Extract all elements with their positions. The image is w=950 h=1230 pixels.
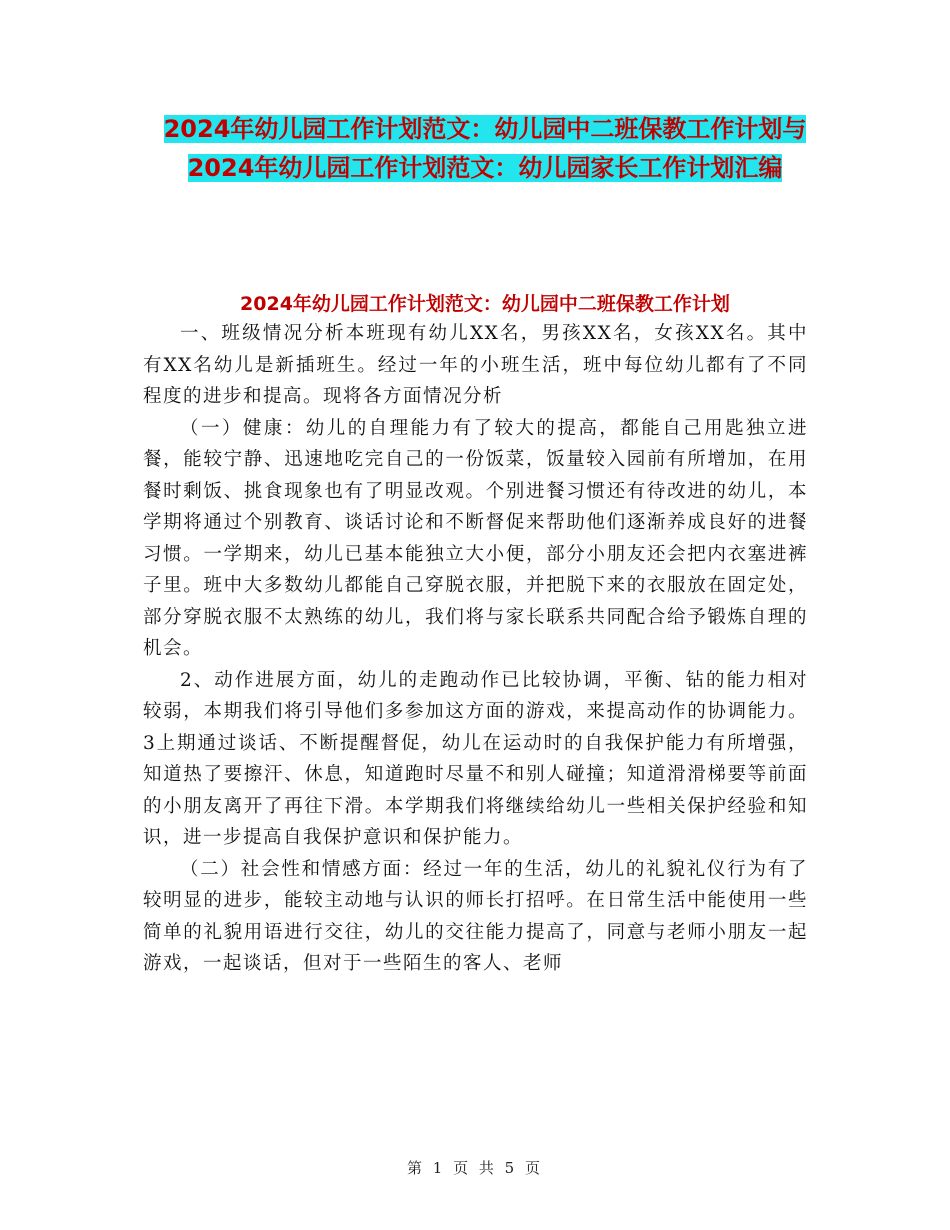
paragraph-class-analysis: 一、班级情况分析本班现有幼儿XX名，男孩XX名，女孩XX名。其中有XX名幼儿是新插班生。经过一年的小班生活，班中每位幼儿都有了不同程度的进步和提高。现将各方面情况分析 (143, 323, 808, 407)
paragraph-motor-development: 2、动作进展方面，幼儿的走跑动作已比较协调，平衡、钻的能力相对较弱，本期我们将引导他们多参加这方面的游戏，来提高动作的协调能力。3上期通过谈话、不断提醒督促，幼儿在运动时的自我保护能力有所增强，知道热了要擦汗、休息，知道跑时尽量不和别人碰撞；知道滑滑梯要等前面的小朋友离开了再往下滑。本学期我们将继续给幼儿一些相关保护经验和知识，进一步提高自我保护意识和保护能力。 (143, 669, 808, 848)
paragraph-health: （一）健康：幼儿的自理能力有了较大的提高，都能自己用匙独立进餐，能较宁静、迅速地吃完自己的一份饭菜，饭量较入园前有所增加，在用餐时剩饭、挑食现象也有了明显改观。个别进餐习惯还有待改进的幼儿，本学期将通过个别教育、谈话讨论和不断督促来帮助他们逐渐养成良好的进餐习惯。一学期来，幼儿已基本能独立大小便，部分小朋友还会把内衣塞进裤子里。班中大多数幼儿都能自己穿脱衣服，并把脱下来的衣服放在固定处，部分穿脱衣服不太熟练的幼儿，我们将与家长联系共同配合给予锻炼自理的机会。 (143, 417, 808, 659)
paragraph-social-emotional: （二）社会性和情感方面：经过一年的生活，幼儿的礼貌礼仪行为有了较明显的进步，能较主动地与认识的师长打招呼。在日常生活中能使用一些简单的礼貌用语进行交往，幼儿的交往能力提高了，同意与老师小朋友一起游戏，一起谈话，但对于一些陌生的客人、老师 (143, 858, 808, 974)
section-heading: 2024年幼儿园工作计划范文：幼儿园中二班保教工作计划 (240, 293, 730, 315)
document-title-highlight: 2024年幼儿园工作计划范文：幼儿园中二班保教工作计划与2024年幼儿园工作计划范文：幼儿园家长工作计划汇编 (163, 115, 807, 182)
document-body (143, 318, 808, 980)
page-footer: 第 1 页 共 5 页 (407, 1159, 543, 1177)
document-title (140, 110, 830, 188)
